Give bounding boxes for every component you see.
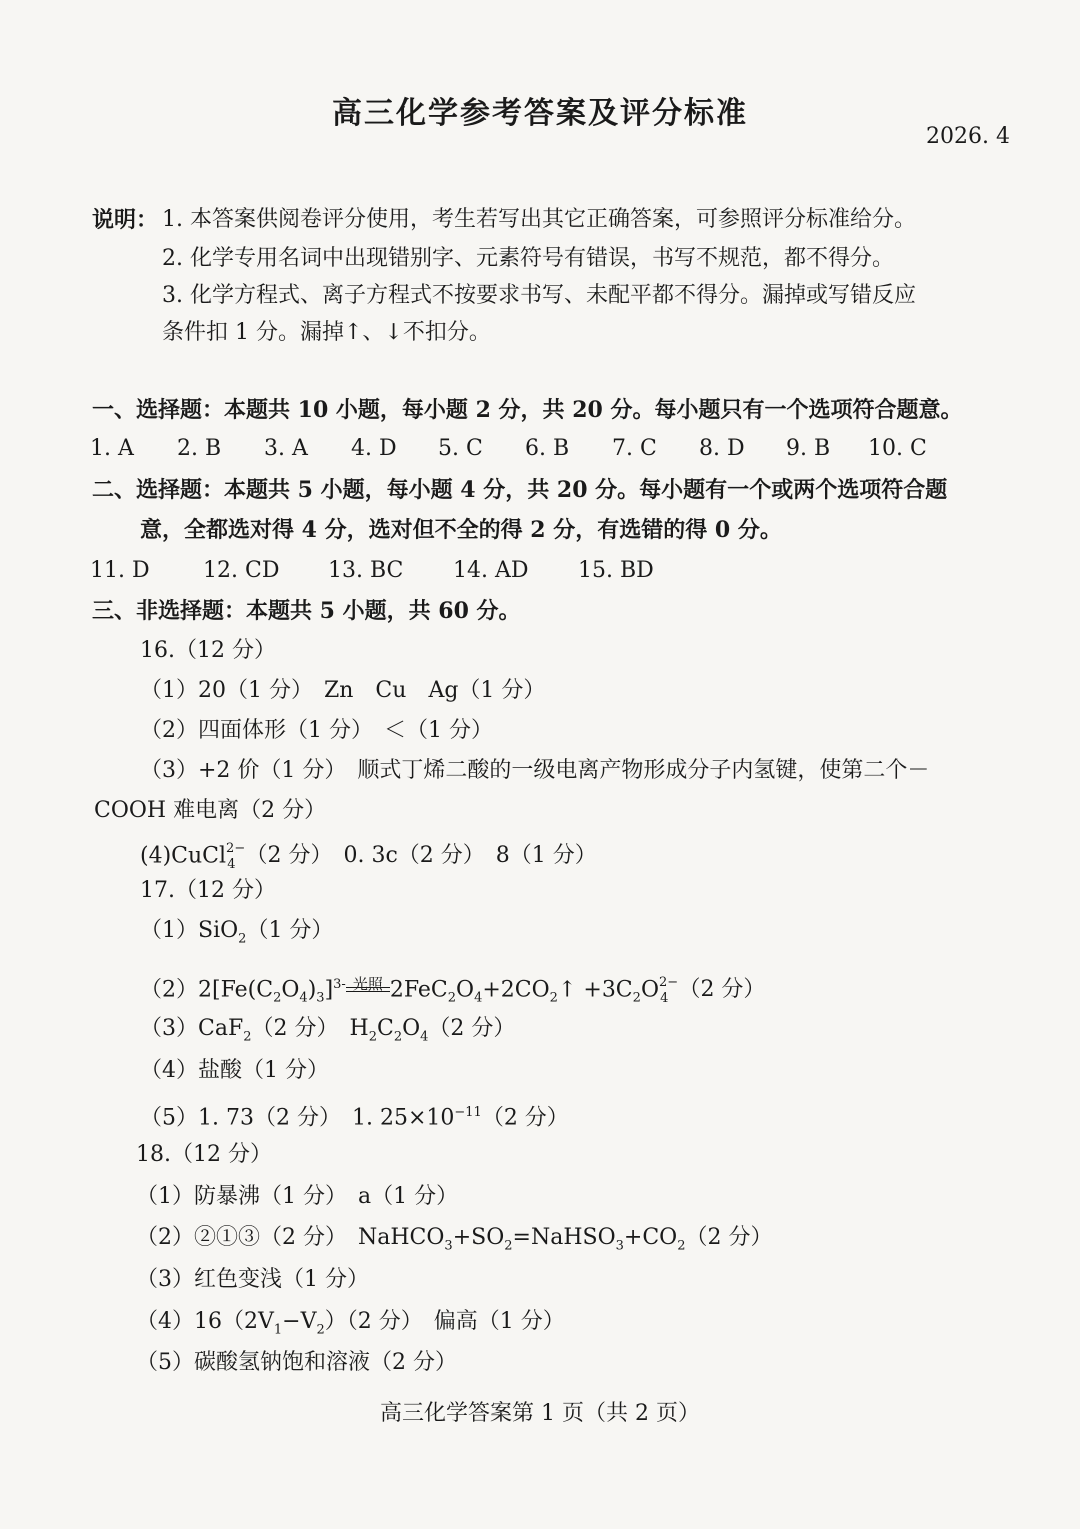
answer-line: （3）CaF$_2$（2 分） $H_2C_2O_4(2$ 分） <box>140 1016 516 1045</box>
answer-line: （5）1. 73（2 分） 1. $25\times 10^{-11}(2$ 分） <box>140 1105 569 1131</box>
answer-line: （3）红色变浅（1 分） <box>136 1267 369 1292</box>
answer-line: COOH 难电离（2 分） <box>94 798 327 823</box>
answer-item: 1. A <box>90 436 134 461</box>
note-item: 1. 本答案供阅卷评分使用，考生若写出其它正确答案，可参照评分标准给分。 <box>162 207 916 232</box>
answer-item: 5. C <box>438 436 483 461</box>
document-date: 2026. 4 <box>926 124 1010 149</box>
answer-line: $(4)16(2V_1-V_2)(2$ 分） 偏高（1 分） <box>136 1309 565 1338</box>
answer-line: （5）碳酸氢钠饱和溶液（2 分） <box>136 1350 457 1375</box>
answer-line: （4）盐酸（1 分） <box>140 1058 329 1083</box>
answer-item: 2. B <box>177 436 222 461</box>
answer-line: （2）四面体形（1 分） ＜（1 分） <box>140 718 493 743</box>
answer-line: （3）+2 价（1 分） 顺式丁烯二酸的一级电离产物形成分子内氢键，使第二个－ <box>140 758 930 783</box>
answer-item: 6. B <box>525 436 570 461</box>
section1-heading: 一、选择题：本题共 10 小题，每小题 2 分，共 20 分。每小题只有一个选项符合题意。 <box>92 397 963 423</box>
section3-heading: 三、非选择题：本题共 5 小题，共 60 分。 <box>92 598 521 624</box>
page-title: 高三化学参考答案及评分标准 <box>332 96 748 131</box>
page-footer: 高三化学答案第 1 页（共 2 页） <box>380 1401 700 1426</box>
question-17-title: 17.（12 分） <box>140 878 276 903</box>
note-item: 条件扣 1 分。漏掉↑、↓不扣分。 <box>162 320 491 345</box>
answer-item: 10. C <box>868 436 927 461</box>
answer-line: （1）SiO$_2$（1 分） <box>140 918 334 947</box>
answer-item: 3. A <box>264 436 308 461</box>
answer-line: （1）20（1 分） Zn Cu Ag（1 分） <box>140 678 546 703</box>
note-item: 3. 化学方程式、离子方程式不按要求书写、未配平都不得分。漏掉或写错反应 <box>162 283 916 308</box>
answer-item: 9. B <box>786 436 831 461</box>
answer-item: 15. BD <box>578 558 654 583</box>
answer-line: （1）防暴沸（1 分） a（1 分） <box>136 1184 459 1209</box>
note-item: 2. 化学专用名词中出现错别字、元素符号有错误，书写不规范，都不得分。 <box>162 246 894 271</box>
section2-heading: 二、选择题：本题共 5 小题，每小题 4 分，共 20 分。每小题有一个或两个选项符合题 <box>92 477 948 503</box>
answer-item: 8. D <box>699 436 745 461</box>
answer-item: 12. CD <box>203 558 280 583</box>
answer-item: 4. D <box>351 436 397 461</box>
answer-item: 7. C <box>612 436 657 461</box>
answer-line: $(2)2[Fe(C_2O_4)_3]^{3-}$ 光照 $2FeC_2O_4+2CO_2↑ +3C_2O^{2-}_4$ （2 分） <box>140 975 766 1006</box>
question-18-title: 18.（12 分） <box>136 1142 272 1167</box>
answer-item: 11. D <box>90 558 150 583</box>
section2-heading-cont: 意，全都选对得 4 分，选对但不全的得 2 分，有选错的得 0 分。 <box>140 517 782 543</box>
question-16-title: 16.（12 分） <box>140 638 276 663</box>
answer-line: (4)CuCl$^{2-}_4$ （2 分） 0. 3c（2 分） 8（1 分） <box>140 841 597 872</box>
answer-line: （2）②①③（2 分） $NaHCO_3+SO_2=NaHSO_3+CO_2(2$ 分） <box>136 1225 773 1254</box>
answer-item: 13. BC <box>328 558 404 583</box>
answer-item: 14. AD <box>453 558 529 583</box>
notes-label: 说明： <box>92 207 159 233</box>
